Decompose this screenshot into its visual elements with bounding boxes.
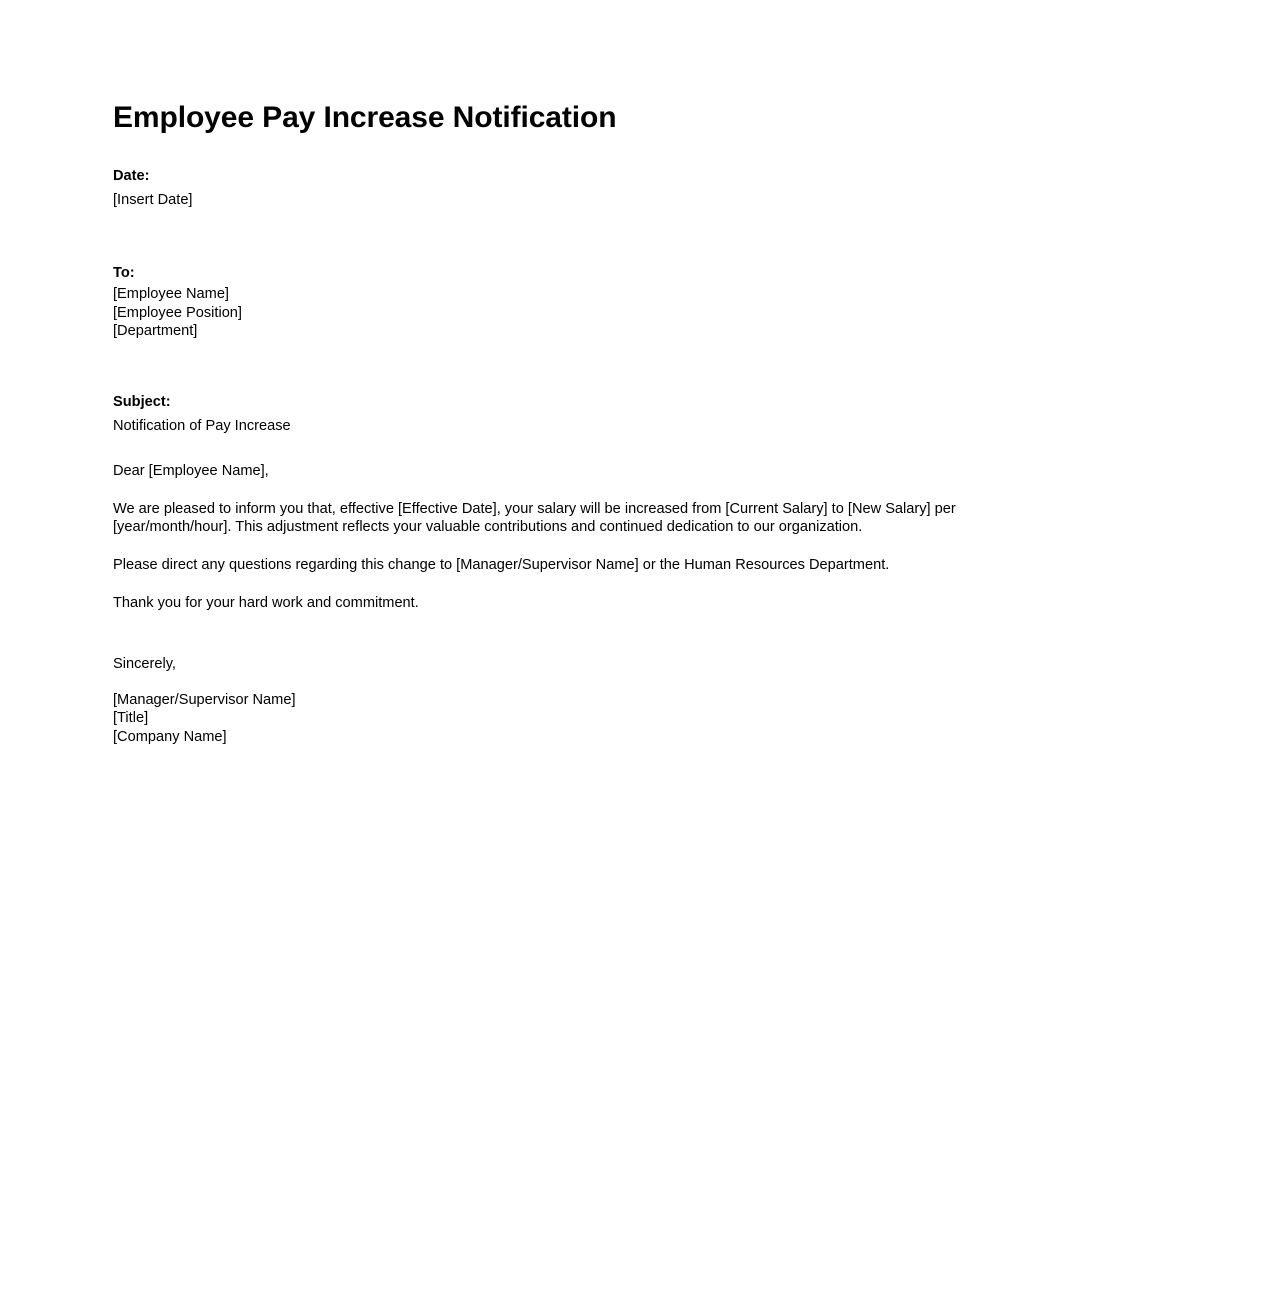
section-spacer [113,365,1038,390]
letter-body [113,100,1038,746]
signature-spacer [113,612,1038,655]
recipient-position: [Employee Position] [113,304,242,321]
recipient-name: [Employee Name] [113,286,229,302]
subject-section [113,390,1038,438]
recipient-lines [113,285,1038,341]
body-paragraph-1: We are pleased to inform you that, effective [Effective Date], your salary will be increased from [Current Salary] to [New Salary] per [year/month/hour]. This adjustment reflects your valuable contributions and continued dedication to our organization. [113,500,956,535]
signer-company: [Company Name] [113,728,227,745]
date-value: [Insert Date] [113,192,193,208]
section-spacer [113,236,1038,261]
to-label: To: [113,265,135,281]
subject-value: Notification of Pay Increase [113,417,291,434]
signature-lines [113,691,1038,747]
sign-off: Sincerely, [113,655,176,672]
body-paragraph-2: Please direct any questions regarding this change to [Manager/Supervisor Name] or the Human Resources Department. [113,556,890,573]
letter-content [113,462,1038,612]
signer-name: [Manager/Supervisor Name] [113,691,296,708]
subject-label: Subject: [113,393,171,410]
recipient-department: [Department] [113,323,198,339]
page-title: Employee Pay Increase Notification [113,101,617,134]
body-paragraph-3: Thank you for your hard work and commitment. [113,594,419,611]
date-label: Date: [113,168,150,184]
salutation: Dear [Employee Name], [113,462,269,479]
signer-title: [Title] [113,710,149,726]
recipient-section [113,261,1038,341]
closing-section [113,655,1038,747]
date-section [113,164,1038,212]
